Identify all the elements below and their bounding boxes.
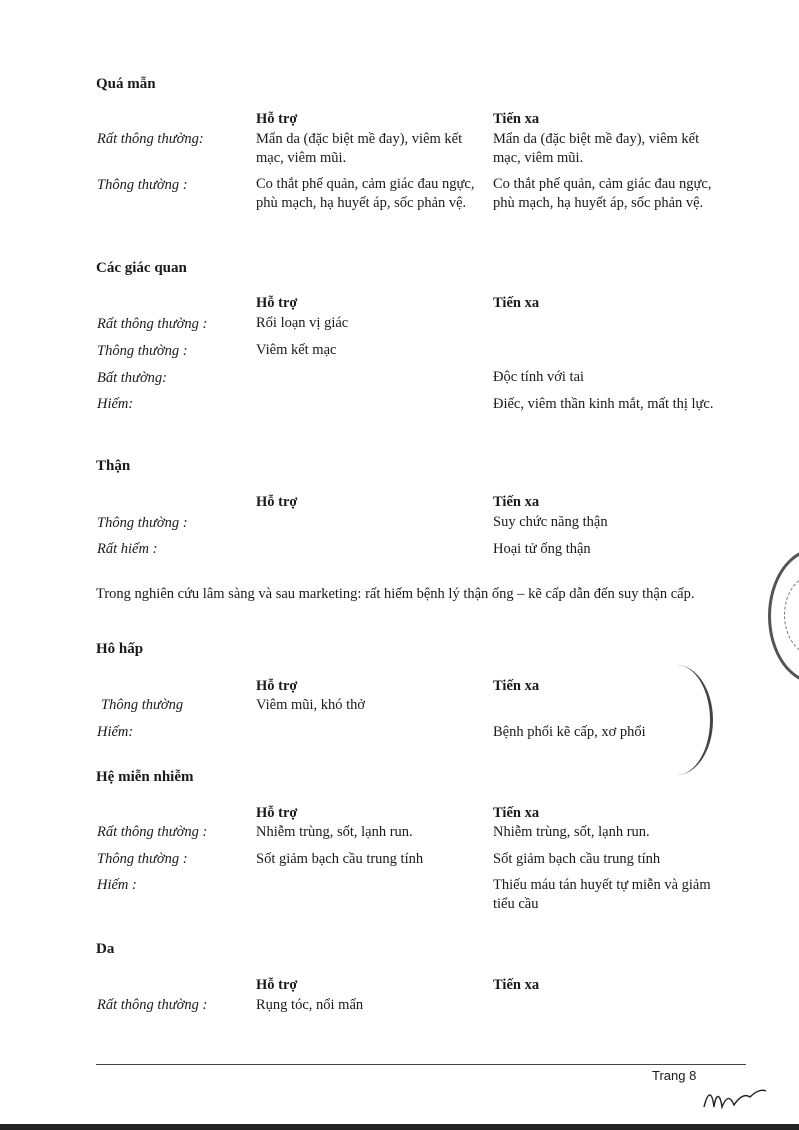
cell-tien-xa: Độc tính với tai <box>493 369 585 385</box>
freq-label: Rất thông thường : <box>97 824 208 840</box>
section-title-giac-quan: Các giác quan <box>96 260 187 276</box>
freq-label: Thông thường : <box>97 343 188 359</box>
freq-label: Hiếm: <box>97 396 134 412</box>
section-title-than: Thận <box>96 458 131 474</box>
section-title-ho-hap: Hô hấp <box>96 641 144 657</box>
col-header-tien-xa: Tiến xa <box>493 295 540 311</box>
freq-label: Thông thường : <box>97 177 188 193</box>
cell-tien-xa: Co thắt phế quản, cảm giác đau ngực, phù mạch, hạ huyết áp, sốc phản vệ. <box>493 176 712 211</box>
note-paragraph: Trong nghiên cứu lâm sàng và sau marketing: rất hiếm bệnh lý thận ống – kẽ cấp dẫn đến suy thận cấp. <box>96 586 695 602</box>
col-header-ho-tro: Hỗ trợ <box>256 111 298 127</box>
cell-tien-xa: Nhiễm trùng, sốt, lạnh run. <box>493 824 650 840</box>
page-number: Trang 8 <box>652 1068 697 1083</box>
col-header-ho-tro: Hỗ trợ <box>256 805 298 821</box>
cell-ho-tro: Viêm kết mạc <box>256 342 337 358</box>
cell-ho-tro: Sốt giảm bạch cầu trung tính <box>256 851 424 867</box>
section-title-qua-man: Quá mẫn <box>96 76 156 92</box>
cell-tien-xa: Thiếu máu tán huyết tự miễn và giảm tiểu cầu <box>493 877 711 912</box>
cell-ho-tro: Rụng tóc, nổi mẩn <box>256 997 364 1013</box>
cell-tien-xa: Bệnh phổi kẽ cấp, xơ phổi <box>493 724 646 740</box>
freq-label: Hiếm: <box>97 724 134 740</box>
cell-tien-xa: Suy chức năng thận <box>493 514 608 530</box>
freq-label: Rất thông thường: <box>97 131 204 147</box>
section-title-da: Da <box>96 941 115 957</box>
col-header-tien-xa: Tiến xa <box>493 494 540 510</box>
col-header-tien-xa: Tiến xa <box>493 805 540 821</box>
col-header-tien-xa: Tiến xa <box>493 111 540 127</box>
col-header-ho-tro: Hỗ trợ <box>256 678 298 694</box>
section-title-mien-nhiem: Hệ miễn nhiễm <box>96 769 194 785</box>
col-header-ho-tro: Hỗ trợ <box>256 295 298 311</box>
footer-divider <box>96 1064 746 1065</box>
col-header-tien-xa: Tiến xa <box>493 678 540 694</box>
freq-label: Rất thông thường : <box>97 997 208 1013</box>
freq-label: Rất thông thường : <box>97 316 208 332</box>
cell-ho-tro: Viêm mũi, khó thở <box>256 697 366 713</box>
freq-label: Rất hiếm : <box>97 541 158 557</box>
freq-label: Bất thường: <box>97 370 168 386</box>
col-header-ho-tro: Hỗ trợ <box>256 977 298 993</box>
cell-tien-xa: Điếc, viêm thần kinh mắt, mất thị lực. <box>493 396 714 412</box>
cell-tien-xa: Mẩn da (đặc biệt mề đay), viêm kết mạc, viêm mũi. <box>493 131 700 166</box>
signature-mark <box>700 1085 770 1115</box>
col-header-tien-xa: Tiến xa <box>493 977 540 993</box>
scan-edge <box>0 1124 799 1130</box>
freq-label: Thông thường <box>101 697 184 713</box>
freq-label: Thông thường : <box>97 515 188 531</box>
stamp-arc <box>640 665 713 775</box>
cell-ho-tro: Nhiễm trùng, sốt, lạnh run. <box>256 824 413 840</box>
cell-ho-tro: Mẩn da (đặc biệt mề đay), viêm kết mạc, viêm mũi. <box>256 131 463 166</box>
cell-tien-xa: Hoại tử ống thận <box>493 541 591 557</box>
cell-ho-tro: Co thắt phế quản, cảm giác đau ngực, phù mạch, hạ huyết áp, sốc phản vệ. <box>256 176 475 211</box>
freq-label: Hiếm : <box>97 877 137 893</box>
col-header-ho-tro: Hỗ trợ <box>256 494 298 510</box>
cell-tien-xa: Sốt giảm bạch cầu trung tính <box>493 851 661 867</box>
freq-label: Thông thường : <box>97 851 188 867</box>
cell-ho-tro: Rối loạn vị giác <box>256 315 349 331</box>
